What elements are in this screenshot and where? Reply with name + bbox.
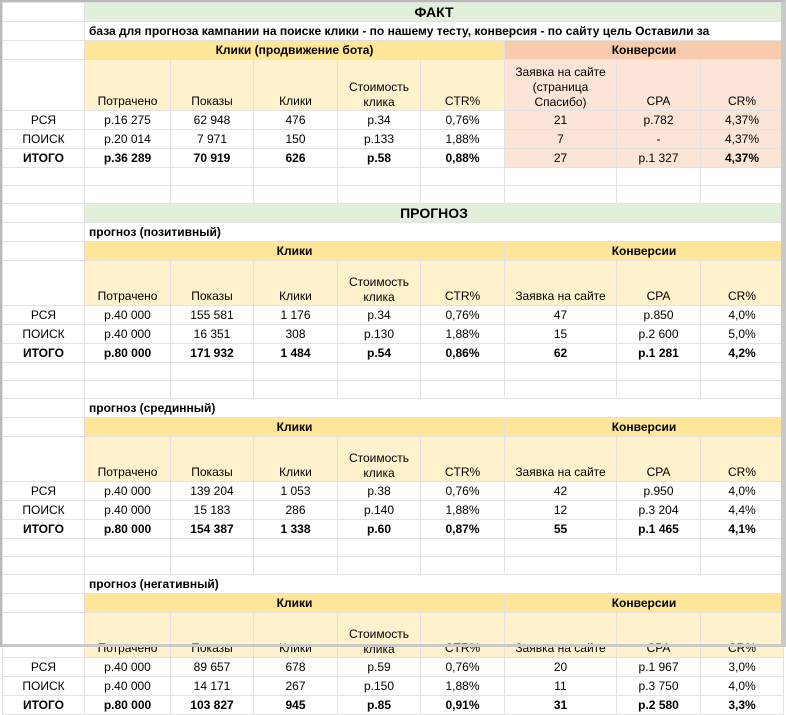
data-cell[interactable]: 4,0% xyxy=(701,677,784,696)
data-cell[interactable]: 103 827 xyxy=(171,696,254,715)
data-cell[interactable]: р.1 327 xyxy=(617,149,701,168)
cell[interactable] xyxy=(85,539,171,557)
row-label[interactable]: ИТОГО xyxy=(3,344,85,363)
data-cell[interactable]: р.80 000 xyxy=(85,520,171,539)
cell[interactable] xyxy=(171,539,254,557)
data-cell[interactable]: р.34 xyxy=(338,306,421,325)
cell[interactable] xyxy=(3,223,85,242)
data-cell[interactable]: 945 xyxy=(254,696,338,715)
forecast-title[interactable]: ПРОГНОЗ xyxy=(85,204,784,223)
header-cell[interactable]: Заявка на сайте xyxy=(505,613,617,658)
cell[interactable] xyxy=(3,3,85,22)
data-cell[interactable]: 15 183 xyxy=(171,501,254,520)
cell[interactable] xyxy=(617,186,701,204)
cell[interactable] xyxy=(338,168,421,186)
cell[interactable] xyxy=(85,363,171,381)
data-cell[interactable]: р.2 580 xyxy=(617,696,701,715)
cell[interactable] xyxy=(85,381,171,399)
forecast-clicks-group[interactable]: Клики xyxy=(85,594,505,613)
row-label[interactable]: РСЯ xyxy=(3,482,85,501)
cell[interactable] xyxy=(701,557,784,575)
data-cell[interactable]: р.40 000 xyxy=(85,501,171,520)
table-row xyxy=(3,111,784,130)
cell[interactable] xyxy=(505,363,617,381)
data-cell[interactable]: 267 xyxy=(254,677,338,696)
spreadsheet-grid xyxy=(2,2,784,715)
data-cell[interactable]: р.80 000 xyxy=(85,344,171,363)
cell[interactable] xyxy=(3,381,85,399)
table-row-total xyxy=(3,696,784,715)
header-cell[interactable]: CTR% xyxy=(421,60,505,111)
data-cell[interactable]: 1 176 xyxy=(254,306,338,325)
cell[interactable] xyxy=(338,539,421,557)
row-label[interactable]: ПОИСК xyxy=(3,325,85,344)
empty-row xyxy=(3,557,784,575)
cell[interactable] xyxy=(338,381,421,399)
table-row xyxy=(3,658,784,677)
data-cell[interactable]: р.140 xyxy=(338,501,421,520)
header-cell[interactable]: Стоимость клика xyxy=(338,261,421,306)
data-cell[interactable]: р.34 xyxy=(338,111,421,130)
row-label[interactable]: ИТОГО xyxy=(3,149,85,168)
data-cell[interactable]: р.59 xyxy=(338,658,421,677)
header-cell[interactable]: Клики xyxy=(254,261,338,306)
row-label[interactable]: ИТОГО xyxy=(3,696,85,715)
row-label[interactable]: ПОИСК xyxy=(3,130,85,149)
header-cell[interactable]: Клики xyxy=(254,437,338,482)
cell[interactable] xyxy=(505,539,617,557)
header-cell[interactable]: CPA xyxy=(617,60,701,111)
header-cell[interactable]: Стоимость клика xyxy=(338,613,421,658)
data-cell[interactable]: р.58 xyxy=(338,149,421,168)
table-row-total xyxy=(3,344,784,363)
empty-row xyxy=(3,539,784,557)
cell[interactable] xyxy=(701,186,784,204)
data-cell[interactable]: р.1 967 xyxy=(617,658,701,677)
data-cell[interactable]: 89 657 xyxy=(171,658,254,677)
table-row xyxy=(3,677,784,696)
data-cell[interactable]: 20 xyxy=(505,658,617,677)
data-cell[interactable]: 14 171 xyxy=(171,677,254,696)
cell[interactable] xyxy=(3,204,85,223)
data-cell[interactable]: 4,37% xyxy=(701,149,784,168)
data-cell[interactable]: 4,37% xyxy=(701,111,784,130)
data-cell[interactable]: р.782 xyxy=(617,111,701,130)
cell[interactable] xyxy=(701,539,784,557)
data-cell[interactable]: 626 xyxy=(254,149,338,168)
cell[interactable] xyxy=(254,363,338,381)
data-cell[interactable]: 1 053 xyxy=(254,482,338,501)
fact-clicks-group[interactable]: Клики (продвижение бота) xyxy=(85,41,505,60)
data-cell[interactable]: р.40 000 xyxy=(85,677,171,696)
data-cell[interactable]: р.40 000 xyxy=(85,482,171,501)
forecast-title-row xyxy=(3,204,784,223)
data-cell[interactable]: 0,86% xyxy=(421,344,505,363)
cell[interactable] xyxy=(3,539,85,557)
header-cell[interactable]: Показы xyxy=(171,60,254,111)
cell[interactable] xyxy=(338,557,421,575)
forecast-group-header-row xyxy=(3,242,784,261)
cell[interactable] xyxy=(85,168,171,186)
table-row-total xyxy=(3,149,784,168)
data-cell[interactable]: 0,76% xyxy=(421,111,505,130)
empty-row xyxy=(3,186,784,204)
header-cell[interactable]: Показы xyxy=(171,437,254,482)
data-cell[interactable]: 0,87% xyxy=(421,520,505,539)
data-cell[interactable]: р.1 281 xyxy=(617,344,701,363)
cell[interactable] xyxy=(3,186,85,204)
cell[interactable] xyxy=(85,186,171,204)
header-cell[interactable]: Заявка на сайте (страница Спасибо) xyxy=(505,60,617,111)
cell[interactable] xyxy=(617,363,701,381)
data-cell[interactable]: 3,3% xyxy=(701,696,784,715)
cell[interactable] xyxy=(254,168,338,186)
cell[interactable] xyxy=(701,168,784,186)
cell[interactable] xyxy=(505,557,617,575)
header-cell[interactable]: Потрачено xyxy=(85,261,171,306)
header-cell[interactable]: Потрачено xyxy=(85,60,171,111)
data-cell[interactable]: 4,4% xyxy=(701,501,784,520)
data-cell[interactable]: 4,37% xyxy=(701,130,784,149)
cell[interactable] xyxy=(3,242,85,261)
cell[interactable] xyxy=(3,575,85,594)
data-cell[interactable]: 1,88% xyxy=(421,677,505,696)
cell[interactable] xyxy=(421,363,505,381)
header-cell[interactable]: CTR% xyxy=(421,437,505,482)
data-cell[interactable]: 27 xyxy=(505,149,617,168)
cell[interactable] xyxy=(617,539,701,557)
forecast-conversions-group[interactable]: Конверсии xyxy=(505,418,784,437)
row-label[interactable]: РСЯ xyxy=(3,658,85,677)
cell[interactable] xyxy=(3,557,85,575)
forecast-group-header-row xyxy=(3,418,784,437)
data-cell[interactable]: 3,0% xyxy=(701,658,784,677)
data-cell[interactable]: 0,76% xyxy=(421,306,505,325)
cell[interactable] xyxy=(171,557,254,575)
data-cell[interactable]: 62 948 xyxy=(171,111,254,130)
header-cell[interactable]: Показы xyxy=(171,261,254,306)
data-cell[interactable]: 1 484 xyxy=(254,344,338,363)
cell[interactable] xyxy=(3,22,85,41)
cell[interactable] xyxy=(3,168,85,186)
forecast-conversions-group[interactable]: Конверсии xyxy=(505,594,784,613)
cell[interactable] xyxy=(171,168,254,186)
cell[interactable] xyxy=(254,539,338,557)
fact-note[interactable]: база для прогноза кампании на поиске клики - по нашему тесту, конверсия - по сайту цель Оставили за xyxy=(85,22,784,41)
cell[interactable] xyxy=(421,381,505,399)
cell[interactable] xyxy=(3,418,85,437)
data-cell[interactable]: р.2 600 xyxy=(617,325,701,344)
data-cell[interactable]: 0,88% xyxy=(421,149,505,168)
data-cell[interactable]: - xyxy=(617,130,701,149)
cell[interactable] xyxy=(3,363,85,381)
data-cell[interactable]: р.40 000 xyxy=(85,658,171,677)
forecast-subtitle[interactable]: прогноз (позитивный) xyxy=(85,223,784,242)
cell[interactable] xyxy=(701,381,784,399)
empty-row xyxy=(3,168,784,186)
data-cell[interactable]: 21 xyxy=(505,111,617,130)
forecast-conversions-group[interactable]: Конверсии xyxy=(505,242,784,261)
header-cell[interactable]: CR% xyxy=(701,60,784,111)
data-cell[interactable]: 55 xyxy=(505,520,617,539)
data-cell[interactable]: 31 xyxy=(505,696,617,715)
data-cell[interactable]: 7 xyxy=(505,130,617,149)
table-row-total xyxy=(3,520,784,539)
header-cell[interactable]: Клики xyxy=(254,60,338,111)
table-row xyxy=(3,325,784,344)
fact-column-header-row xyxy=(3,60,784,111)
data-cell[interactable]: 70 919 xyxy=(171,149,254,168)
data-cell[interactable]: 7 971 xyxy=(171,130,254,149)
cell[interactable] xyxy=(254,186,338,204)
data-cell[interactable]: 308 xyxy=(254,325,338,344)
cell[interactable] xyxy=(505,381,617,399)
fact-note-row xyxy=(3,22,784,41)
data-cell[interactable]: р.150 xyxy=(338,677,421,696)
data-cell[interactable]: 139 204 xyxy=(171,482,254,501)
row-label[interactable]: ПОИСК xyxy=(3,501,85,520)
cell[interactable] xyxy=(3,613,85,658)
data-cell[interactable]: 154 387 xyxy=(171,520,254,539)
header-cell[interactable]: CR% xyxy=(701,261,784,306)
forecast-group-header-row xyxy=(3,594,784,613)
header-cell[interactable]: Потрачено xyxy=(85,613,171,658)
forecast-subtitle-row xyxy=(3,575,784,594)
data-cell[interactable]: р.950 xyxy=(617,482,701,501)
data-cell[interactable]: 12 xyxy=(505,501,617,520)
header-cell[interactable]: Стоимость клика xyxy=(338,437,421,482)
header-cell[interactable]: Потрачено xyxy=(85,437,171,482)
table-row xyxy=(3,130,784,149)
table-row xyxy=(3,306,784,325)
data-cell[interactable]: р.850 xyxy=(617,306,701,325)
data-cell[interactable]: 11 xyxy=(505,677,617,696)
data-cell[interactable]: 42 xyxy=(505,482,617,501)
data-cell[interactable]: р.1 465 xyxy=(617,520,701,539)
header-cell[interactable]: CR% xyxy=(701,437,784,482)
data-cell[interactable]: р.80 000 xyxy=(85,696,171,715)
data-cell[interactable]: 286 xyxy=(254,501,338,520)
cell[interactable] xyxy=(3,594,85,613)
data-cell[interactable]: 4,0% xyxy=(701,482,784,501)
cell[interactable] xyxy=(3,41,85,60)
data-cell[interactable]: 150 xyxy=(254,130,338,149)
data-cell[interactable]: 1 338 xyxy=(254,520,338,539)
empty-row xyxy=(3,381,784,399)
data-cell[interactable]: 0,76% xyxy=(421,658,505,677)
header-cell[interactable]: CTR% xyxy=(421,261,505,306)
cell[interactable] xyxy=(254,557,338,575)
data-cell[interactable]: 1,88% xyxy=(421,325,505,344)
data-cell[interactable]: р.36 289 xyxy=(85,149,171,168)
data-cell[interactable]: 47 xyxy=(505,306,617,325)
forecast-clicks-group[interactable]: Клики xyxy=(85,242,505,261)
fact-title[interactable]: ФАКТ xyxy=(85,3,784,22)
cell[interactable] xyxy=(505,186,617,204)
data-cell[interactable]: 171 932 xyxy=(171,344,254,363)
forecast-subtitle[interactable]: прогноз (срединный) xyxy=(85,399,784,418)
cell[interactable] xyxy=(617,557,701,575)
cell[interactable] xyxy=(617,381,701,399)
data-cell[interactable]: р.3 204 xyxy=(617,501,701,520)
cell[interactable] xyxy=(421,539,505,557)
cell[interactable] xyxy=(338,186,421,204)
data-cell[interactable]: 1,88% xyxy=(421,130,505,149)
forecast-subtitle[interactable]: прогноз (негативный) xyxy=(85,575,784,594)
cell[interactable] xyxy=(171,363,254,381)
row-label[interactable]: РСЯ xyxy=(3,111,85,130)
forecast-subtitle-row xyxy=(3,399,784,418)
data-cell[interactable]: 4,2% xyxy=(701,344,784,363)
cell[interactable] xyxy=(3,261,85,306)
data-cell[interactable]: 4,1% xyxy=(701,520,784,539)
data-cell[interactable]: р.60 xyxy=(338,520,421,539)
data-cell[interactable]: 15 xyxy=(505,325,617,344)
cell[interactable] xyxy=(505,168,617,186)
data-cell[interactable]: 4,0% xyxy=(701,306,784,325)
data-cell[interactable]: р.54 xyxy=(338,344,421,363)
cell[interactable] xyxy=(421,557,505,575)
data-cell[interactable]: р.85 xyxy=(338,696,421,715)
data-cell[interactable]: р.20 014 xyxy=(85,130,171,149)
data-cell[interactable]: р.133 xyxy=(338,130,421,149)
forecast-sections xyxy=(3,223,784,715)
data-cell[interactable]: 678 xyxy=(254,658,338,677)
cell[interactable] xyxy=(701,363,784,381)
row-label[interactable]: ПОИСК xyxy=(3,677,85,696)
data-cell[interactable]: р.40 000 xyxy=(85,306,171,325)
header-cell[interactable]: Стоимость клика xyxy=(338,60,421,111)
forecast-clicks-group[interactable]: Клики xyxy=(85,418,505,437)
data-cell[interactable]: р.130 xyxy=(338,325,421,344)
table-row xyxy=(3,482,784,501)
cell[interactable] xyxy=(85,557,171,575)
data-cell[interactable]: р.40 000 xyxy=(85,325,171,344)
forecast-subtitle-row xyxy=(3,223,784,242)
cell[interactable] xyxy=(421,186,505,204)
header-cell[interactable]: CR% xyxy=(701,613,784,658)
header-cell[interactable]: Заявка на сайте xyxy=(505,261,617,306)
data-cell[interactable]: 62 xyxy=(505,344,617,363)
data-cell[interactable]: 5,0% xyxy=(701,325,784,344)
cell[interactable] xyxy=(171,186,254,204)
data-cell[interactable]: р.38 xyxy=(338,482,421,501)
header-cell[interactable]: Заявка на сайте xyxy=(505,437,617,482)
cell[interactable] xyxy=(171,381,254,399)
cell[interactable] xyxy=(617,168,701,186)
header-cell[interactable]: CPA xyxy=(617,437,701,482)
data-cell[interactable]: 0,76% xyxy=(421,482,505,501)
fact-conversions-group[interactable]: Конверсии xyxy=(505,41,784,60)
forecast-column-header-row xyxy=(3,613,784,658)
row-label[interactable]: РСЯ xyxy=(3,306,85,325)
cell[interactable] xyxy=(3,437,85,482)
fact-group-header-row xyxy=(3,41,784,60)
forecast-column-header-row xyxy=(3,261,784,306)
fact-title-row xyxy=(3,3,784,22)
data-cell[interactable]: 0,91% xyxy=(421,696,505,715)
header-cell[interactable]: Клики xyxy=(254,613,338,658)
header-cell[interactable]: CPA xyxy=(617,613,701,658)
data-cell[interactable]: р.3 750 xyxy=(617,677,701,696)
cell[interactable] xyxy=(421,168,505,186)
cell[interactable] xyxy=(3,60,85,111)
cell[interactable] xyxy=(3,399,85,418)
data-cell[interactable]: 155 581 xyxy=(171,306,254,325)
data-cell[interactable]: р.16 275 xyxy=(85,111,171,130)
data-cell[interactable]: 1,88% xyxy=(421,501,505,520)
empty-row xyxy=(3,363,784,381)
header-cell[interactable]: CTR% xyxy=(421,613,505,658)
table-row xyxy=(3,501,784,520)
row-label[interactable]: ИТОГО xyxy=(3,520,85,539)
forecast-column-header-row xyxy=(3,437,784,482)
cell[interactable] xyxy=(338,363,421,381)
header-cell[interactable]: Показы xyxy=(171,613,254,658)
header-cell[interactable]: CPA xyxy=(617,261,701,306)
data-cell[interactable]: 476 xyxy=(254,111,338,130)
cell[interactable] xyxy=(254,381,338,399)
data-cell[interactable]: 16 351 xyxy=(171,325,254,344)
